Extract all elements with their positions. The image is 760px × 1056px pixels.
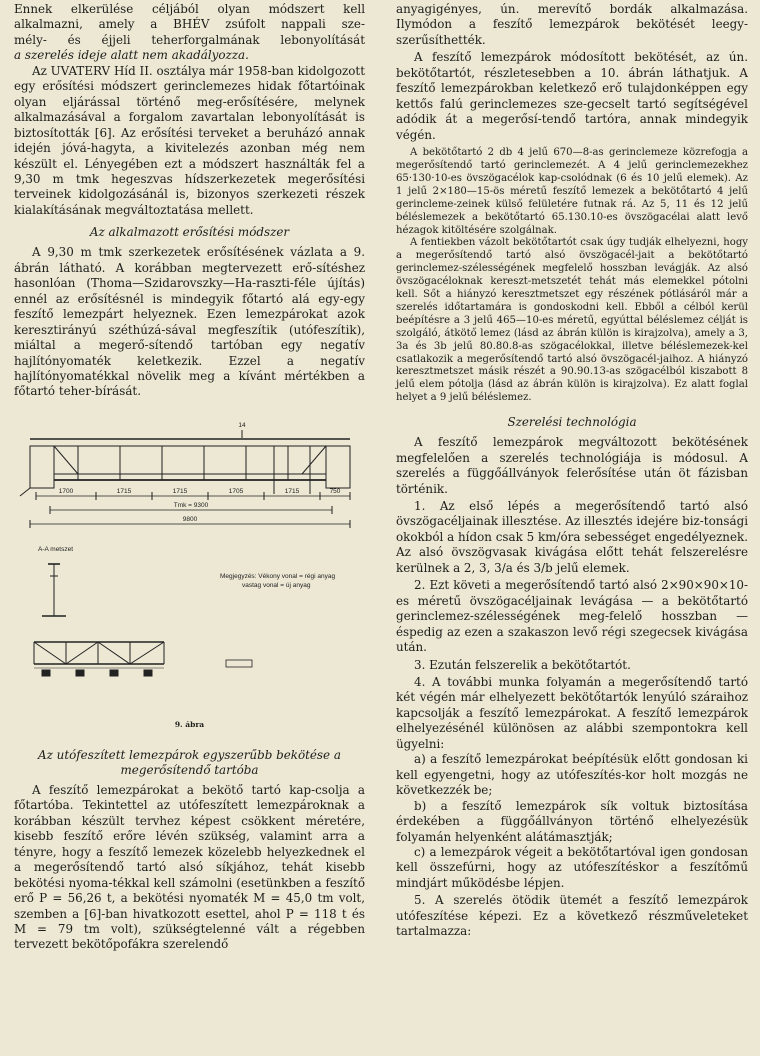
figure-label-top: 14 xyxy=(238,421,246,429)
right-column xyxy=(396,2,748,940)
heading-method: Az alkalmazott erősítési módszer xyxy=(89,225,290,240)
paragraph-after-figure: A feszítő lemezpárokat a bekötő tartó kap-csolja a főtartóba. Tekintettel az utófeszített lemezpároknak a korábban készült tervhez képest csökkent méretére, kisebb feszítő erőre lévén szükség, valamint arra a tényre, hogy a feszítő lemezek közelebb helyezkednek el a megerősítendő tartó alsó síkjához, tehát kisebb bekötési nyoma-tékkal kell számolni (esetünkben a feszítő erő P = 56,26 t, a bekötési nyomaték M = 45,0 tm volt, szemben a [6]-ban hivatkozott esettel, ahol P = 118 t és M = 79 tm volt), szükségtelenné vált a régebben tervezett bekötőpofákra szerelendő xyxy=(14,782,365,952)
figure-legend-2: vastag vonal = új anyag xyxy=(242,581,311,589)
step-4: 4. A további munka folyamán a megerősítendő tartó két végén már elhelyezett bekötőtartók lenyúló száraihoz kapcsolják a feszítő lemezpárokat. A feszítő lemezpárok elhelyezésénél különösen az alábbi szempontokra kell ügyelni: xyxy=(396,675,748,751)
figure-dim-1: 1700 xyxy=(58,487,74,495)
paragraph-assembly: A feszítő lemezpárok megváltozott bekötésének megfelelően a szerelés technológiája is módosul. A szerelés a függőállványok felerősítése után öt fázisban történik. xyxy=(396,435,748,496)
intro-line-4: a szerelés ideje alatt nem akadályozza. xyxy=(14,48,249,63)
figure-dim-2: 1715 xyxy=(116,487,132,495)
figure-9-drawing xyxy=(14,416,365,716)
heading-assembly: Szerelési technológia xyxy=(507,415,637,430)
figure-dim-6: 750 xyxy=(329,487,341,495)
intro-line-1: Ennek elkerülése céljából olyan módszert kell xyxy=(14,2,365,16)
figure-dim-5: 1715 xyxy=(284,487,300,495)
figure-caption: 9. ábra xyxy=(174,719,205,729)
paragraph-uvaterv: Az UVATERV Híd II. osztálya már 1958-ban kidolgozott egy erősítési módszert gerinclemezes hidak főtartóinak olyan eljárással történő meg-erősítésére, melynek alkalmazásával a forgalom zavartalan lebonyolítását is biztosították [6]. Az erősítési terveket a beruházó annak idején jóvá-hagyta, a kivitelezés azonban még nem készült el. Lényegében ezt a módszert használták fel a 9,30 m tmk hegeszvas hídszerkezetek megerősítési terveinek kidolgozásánál is, bizonyos szerkezeti részek kialakításának megváltoztatása mellett. xyxy=(14,63,365,217)
step-4c: c) a lemezpárok végeit a bekötőtartóval igen gondosan kell összefúrni, hogy az utófeszítéskor a feszítőmű mindjárt működésbe lépjen. xyxy=(396,844,748,890)
step-4b: b) a feszítő lemezpárok sík voltuk biztosítása érdekében a függőállványon történő elhelyezésük folyamán helyenként alátámasztják; xyxy=(396,798,748,844)
figure-dim-4: 1705 xyxy=(228,487,244,495)
figure-9 xyxy=(14,416,365,734)
figure-dim-mid: Tmk = 9300 xyxy=(173,501,209,509)
intro-line-2: alkalmazni, amely a BHÉV zsúfolt nappali sze- xyxy=(14,17,365,32)
left-column xyxy=(14,2,365,953)
small-paragraph-2: A fentiekben vázolt bekötőtartót csak úgy tudják elhelyezni, hogy a megerősítendő tartó alsó övszögacél-jait a bekötőtartó gerinclemez-szélességének megfelelő hosszban levágják. Az alsó övszögacéloknak kereszt-metszetét tehát más elemekkel pótolni kell. Sőt a hiányzó keresztmetszet egy részének pótlásáról már a szerelés időtartamára is gondoskodni kell. Ebből a célból kerül beépítésre a 3 jelű 465—10-es méretű, egyúttal béléslemez célját is szolgáló, átkötő lemez (lásd az ábrán külön is kirajzolva), amely a 3, 3a és 3b jelű 80.80.8-as szögacélokkal, illetve béléslemezek-kel csatlakozik a megerősítendő tartó alsó övszögacél-jaihoz. A hiányzó keresztmetszet másik részét a 90.90.13-as szögacélból kiszabott 8 jelű elem pótolja (lásd az ábrán külön is kirajzolva). Ez alatt foglal helyet a 9 jelű béléslemez. xyxy=(396,237,748,404)
small-paragraph-1: A bekötőtartó 2 db 4 jelű 670—8-as gerinclemeze közrefogja a megerősítendő tartó gerinclemezét. A 4 jelű gerinclemezekhez 65·130·10-es övszögacélok kap-csolódnak (6 és 10 jelű elemek). Az 1 jelű 2×180—15-ös méretű feszítő lemezek a bekötőtartó 4 jelű gerincleme-zeinek külső felületére futnak rá. Az 5, 11 és 12 jelű béléslemezek a bekötőtartó 65.130.10-es övszögacélai alatt levő hézagok kitöltésére szolgálnak. xyxy=(396,147,748,236)
step-3: 3. Ezután felszerelik a bekötőtartót. xyxy=(414,657,631,672)
step-2: 2. Ezt követi a megerősítendő tartó alsó 2×90×90×10-es méretű övszögacéljainak levágása — a bekötőtartó gerinclemez-szélességének meg-felelő hosszban — éspedig az ezen a szakaszon levő régi szegecsek kivágása után. xyxy=(396,578,748,655)
figure-dim-total: 9800 xyxy=(182,515,198,523)
figure-legend-1: Megjegyzés: Vékony vonal = régi anyag xyxy=(220,572,336,580)
step-1: 1. Az első lépés a megerősítendő tartó alsó övszögacéljainak illesztése. Az illesztés idejére biz-tonsági okokból a hídon csak 5 km/óra sebességet engedélyeznek. Az alsó övszögvasak kivágása előtt tehát felszerelésre kerülnek a 2, 3, 3/a és 3/b jelű elemek. xyxy=(396,499,748,575)
paragraph-method: A 9,30 m tmk szerkezetek erősítésének vázlata a 9. ábrán látható. A korábban megtervezett erő-sítéshez hasonlóan (Thoma—Szidarovszky—Ha-raszti-féle újítás) ennél az erősítésnél is mindegyik főtartó alá egy-egy feszítő lemezpárt helyeznek. Ezen lemezpárokat azok keresztirányú széthúzá-sával megfeszítik (utófeszítik), miáltal a megerő-sítendő tartóban egy negatív hajlítónyomaték keletkezik. Ezzel a negatív hajlítónyomatékkal növelik meg a kívánt mértékben a főtartó teher-bírását. xyxy=(14,245,365,399)
step-5: 5. A szerelés ötödik ütemét a feszítő lemezpárok utófeszítése képezi. Ez a következő részműveleteket tartalmazza: xyxy=(396,893,748,939)
paragraph-continued: anyagigényes, ún. merevítő bordák alkalmazása. Ilymódon a feszítő lemezpárok bekötését leegy-szerűsíthették. xyxy=(396,2,748,47)
figure-dim-3: 1715 xyxy=(172,487,188,495)
figure-section-label: A-A metszet xyxy=(38,545,74,553)
heading-figure: Az utófeszített lemezpárok egyszerűbb bekötése a megerősítendő tartóba xyxy=(38,747,341,777)
paragraph-modified-connection: A feszítő lemezpárok módosított bekötését, az ún. bekötőtartót, részletesebben a 10. ábrán láthatjuk. A feszítő lemezpárokban keletkező erő tulajdonképpen egy kettős falú gerinclemezes sze-gecselt tartó segítségével adódik át a megerősí-tendő tartóra, annak mindegyik végén. xyxy=(396,50,748,142)
step-4a: a) a feszítő lemezpárokat beépítésük előtt gondosan ki kell egyengetni, hogy az utófeszítés-kor holt mozgás ne következzék be; xyxy=(396,752,748,798)
intro-line-3: mély- és éjjeli teherforgalmának lebonyolítását xyxy=(14,32,365,47)
